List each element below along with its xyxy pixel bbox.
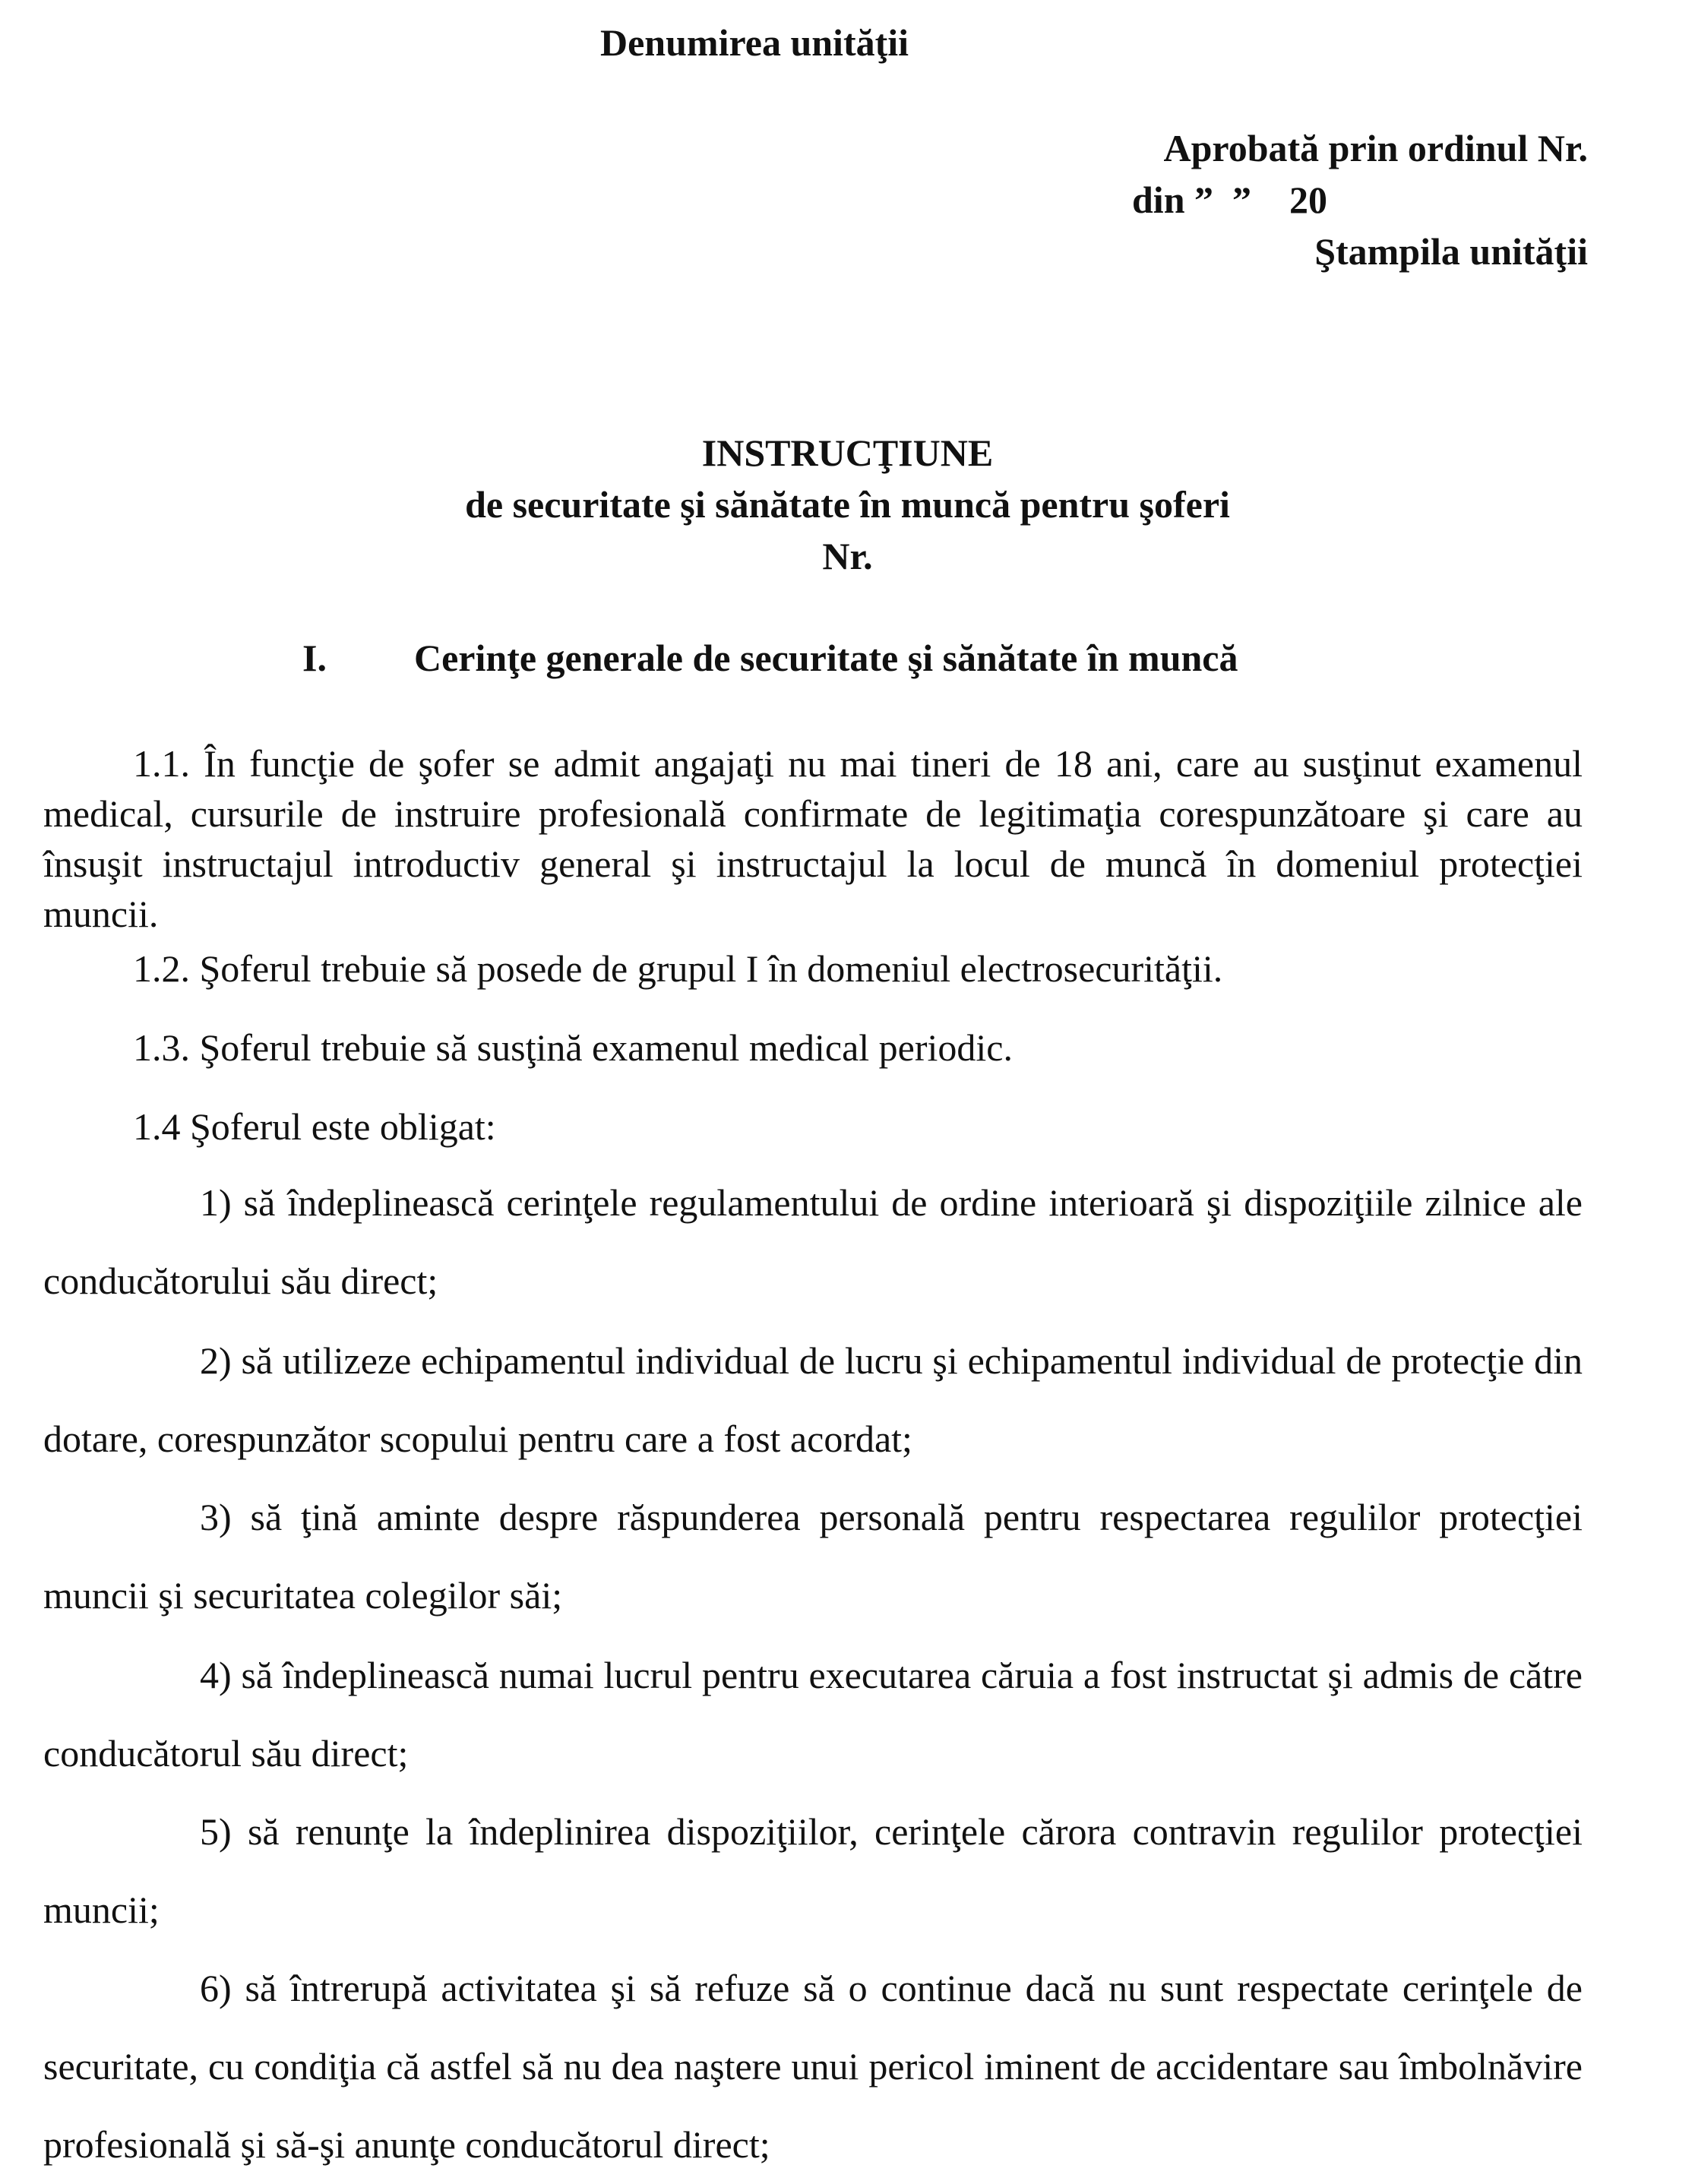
obligation-item xyxy=(43,1949,1583,2184)
paragraph-text: 1.4 Şoferul este obligat: xyxy=(133,1105,496,1148)
date-line: din ” ” 20 xyxy=(1132,179,1328,221)
obligation-item xyxy=(43,1322,1583,1478)
obligation-text: 3) să ţină aminte despre răspunderea personală pentru respectarea regulilor protecţiei muncii şi securitatea colegilor săi; xyxy=(43,1496,1583,1617)
section-numeral: I. xyxy=(302,637,327,679)
obligation-text: 5) să renunţe la îndeplinirea dispoziţiilor, cerinţele cărora contravin regulilor protecţiei muncii; xyxy=(43,1810,1583,1931)
section-heading: Cerinţe generale de securitate şi sănătate în muncă xyxy=(414,637,1238,679)
obligation-item xyxy=(43,1164,1583,1320)
paragraph-text: 1.1. În funcţie de şofer se admit angajaţi nu mai tineri de 18 ani, care au susţinut examenul medical, cursurile de instruire profesională confirmate de legitimaţia corespunzătoare şi care au însuşit instructajul introductiv general şi instructajul la locul de muncă în domeniul protecţiei muncii. xyxy=(43,742,1583,935)
obligation-item xyxy=(43,1478,1583,1635)
document-subtitle: de securitate şi sănătate în muncă pentru şoferi xyxy=(465,483,1230,526)
unit-name: Denumirea unităţii xyxy=(600,21,909,64)
obligation-text: 1) să îndeplinească cerinţele regulamentului de ordine interioară şi dispoziţiile zilnice ale conducătorului său direct; xyxy=(43,1181,1583,1302)
obligation-text: 6) să întrerupă activitatea şi să refuze să o continue dacă nu sunt respectate cerinţele de securitate, cu condiţia că astfel să nu dea naştere unui pericol iminent de accidentare sau îmbolnăvire profesională şi să-şi anunţe conducătorul direct; xyxy=(43,1967,1583,2166)
obligation-item xyxy=(43,1636,1583,1793)
approved-line: Aprobată prin ordinul Nr. xyxy=(1163,127,1588,169)
paragraph-1-3 xyxy=(43,1022,1583,1073)
document-title: INSTRUCŢIUNE xyxy=(701,431,994,474)
paragraph-text: 1.3. Şoferul trebuie să susţină examenul medical periodic. xyxy=(133,1026,1013,1069)
obligation-item xyxy=(43,1793,1583,1949)
paragraph-text: 1.2. Şoferul trebuie să posede de grupul I în domeniul electrosecurităţii. xyxy=(133,947,1223,990)
obligation-text: 2) să utilizeze echipamentul individual de lucru şi echipamentul individual de protecţie din dotare, corespunzător scopului pentru care a fost acordat; xyxy=(43,1339,1583,1460)
document-number: Nr. xyxy=(822,535,873,577)
stamp-line: Ştampila unităţii xyxy=(1314,230,1588,273)
paragraph-1-2 xyxy=(43,943,1583,994)
paragraph-1-4 xyxy=(43,1101,1583,1152)
paragraph-1-1 xyxy=(43,738,1583,939)
obligation-text: 4) să îndeplinească numai lucrul pentru executarea căruia a fost instructat şi admis de către conducătorul său direct; xyxy=(43,1654,1583,1775)
